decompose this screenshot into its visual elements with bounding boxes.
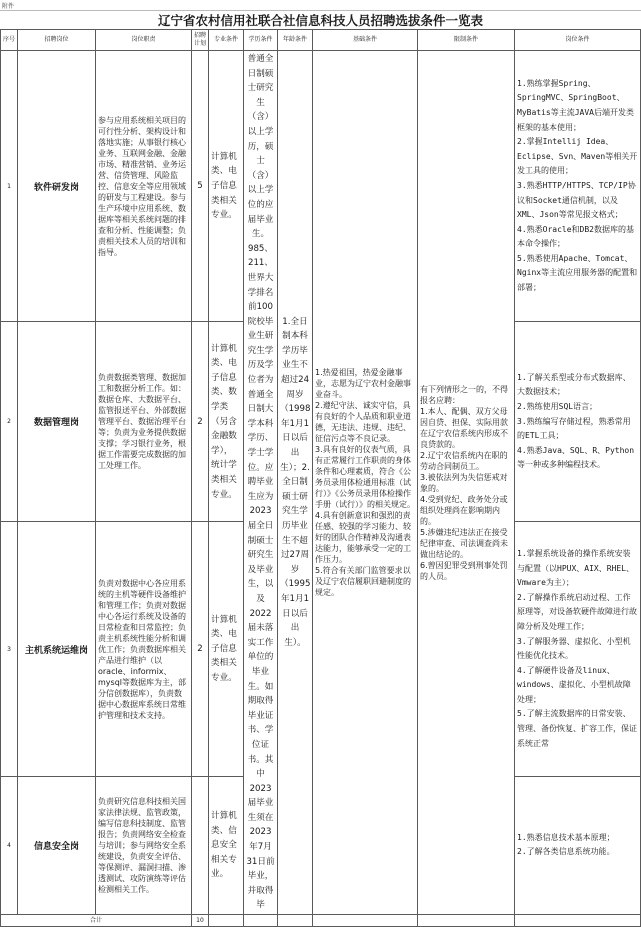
position-name: 软件研发岗	[18, 51, 96, 322]
position-quota: 2	[192, 322, 209, 522]
restriction-item: 5.涉嫌违纪违法正在接受纪律审查、司法调查尚未做出结论的。	[420, 527, 508, 559]
job-requirements	[515, 776, 641, 914]
position-name: 数据管理岗	[18, 322, 96, 522]
header-duties: 岗位职责	[96, 30, 192, 51]
header-education: 学历条件	[244, 30, 278, 51]
top-divider	[0, 10, 641, 11]
job-requirement-item: 1.熟练掌握Spring、SpringMVC、SpringBoot、MyBatis等主流JAVA后端开发类框架的基本使用；	[517, 78, 634, 132]
basic-item: 5.符合有关部门监管要求以及辽宁农信履职回避制度的规定。	[315, 566, 411, 598]
major-requirement: 计算机类、信息安全相关专业。	[209, 776, 244, 914]
restriction-item: 有下列情形之一的，不得报名应聘：	[420, 384, 508, 405]
basic-item: 1.热爱祖国，热爱金融事业，志愿为辽宁农村金融事业奋斗。	[315, 368, 411, 400]
total-row	[1, 915, 641, 927]
position-quota: 2	[192, 522, 209, 776]
header-major: 专业条件	[209, 30, 244, 51]
job-requirement-item: 1.熟悉信息技术基本原理；	[517, 832, 615, 842]
major-requirement: 计算机类、电子信息类相关专业。	[209, 522, 244, 776]
row-no: 3	[1, 522, 18, 776]
basic-requirements	[313, 51, 418, 915]
job-requirement-item: 2.了解操作系统启动过程、工作原理等，对设备软硬件故障进行故障分析及处理工作；	[517, 592, 637, 631]
header-job-requirements: 岗位条件	[515, 30, 641, 51]
header-row	[1, 30, 641, 51]
total-value: 10	[192, 915, 209, 927]
job-requirement-item: 3.熟悉HTTP/HTTPS、TCP/IP协议和Socket通信机制，以及XML、Json等常见报文格式；	[517, 180, 636, 220]
major-requirement: 计算机类、电子信息类、数学类（另含金融数学），统计学类相关专业。	[209, 322, 244, 522]
job-requirement-item: 1.掌握系统设备的操作系统安装与配置（以HPUX、AIX、RHEL、Vmware为主）；	[517, 548, 634, 588]
job-requirement-item: 2.了解各类信息系统功能。	[517, 847, 615, 857]
position-quota: 5	[192, 51, 209, 322]
restriction-conditions	[418, 51, 515, 915]
job-requirement-item: 2.熟练使用SQL语言；	[517, 402, 598, 412]
age-requirement: 1.全日制本科学历毕业生不超过24周岁（1998年1月1日以后出生）；2.全日制硕士研究生学历毕业生不超过27周岁（1995年1月1日以后出生）。	[278, 51, 313, 915]
job-requirement-item: 4.熟悉Java、SQL、R、Python等一种或多种编程技术。	[517, 445, 635, 470]
job-requirement-item: 3.了解服务器、虚拟化、小型机性能优化技术。	[517, 636, 631, 661]
position-duties: 参与应用系统相关项目的可行性分析、架构设计和落地实施；从事银行核心业务、互联网金融、金融市场、精准营销、业务运营、信贷管理、风险监控、信息安全等应用领域的研发与工程建设。参与生产环境中应用系统、数据库等相关系统问题的排查和分析、性能调整；负责相关技术人员的培训和指导。	[96, 51, 192, 322]
job-requirement-item: 2.掌握Intellij Idea、Eclipse、Svn、Maven等相关开发工具的使用；	[517, 137, 638, 176]
header-quota: 招聘计划	[192, 30, 209, 51]
header-no: 序号	[1, 30, 18, 51]
basic-item: 4.具有创新意识和强烈的责任感、较强的学习能力、较好的团队合作精神及沟通表达能力，能够承受一定的工作压力。	[315, 511, 411, 565]
job-requirement-item: 4.熟悉Oracle和DB2数据库的基本命令操作；	[517, 224, 634, 249]
basic-item: 2.遵纪守法、诚实守信，具有良好的个人品质和职业道德，无违法、违规、违纪、征信污点等不良记录。	[315, 401, 411, 444]
job-requirement-item: 4.了解硬件设备及linux、windows、虚拟化、小型机故障处理；	[517, 665, 631, 704]
restriction-item: 6.曾因犯罪受到刑事处罚的人员。	[420, 560, 508, 581]
row-no: 2	[1, 322, 18, 522]
major-requirement: 计算机类、电子信息类相关专业。	[209, 51, 244, 322]
row-no: 1	[1, 51, 18, 322]
total-label: 合计	[1, 915, 192, 927]
job-requirement-item: 5.熟悉使用Apache、Tomcat、Nginx等主流应用服务器的配置和部署；	[517, 253, 638, 293]
basic-item: 3.具有良好的仪表气质，具有正常履行工作职责的身体条件和心理素质，符合《公务员录用体检通用标准（试行）》《公务员录用体检操作手册（试行）》的相关规定。	[315, 445, 415, 510]
recruitment-table	[0, 29, 641, 927]
job-requirement-item: 3.熟练编写存储过程，熟悉常用的ETL工具；	[517, 416, 631, 441]
header-position: 招聘岗位	[18, 30, 96, 51]
restriction-item: 3.被依法列为失信惩戒对象的。	[420, 472, 508, 493]
page-title: 辽宁省农村信用社联合社信息科技人员招聘选拔条件一览表	[157, 13, 483, 28]
restriction-item: 2.辽宁农信系统内在职的劳动合同制员工。	[420, 450, 508, 471]
job-requirements	[515, 322, 641, 522]
position-quota	[192, 776, 209, 914]
position-duties: 负责对数据中心各应用系统的主机等硬件设备维护和管理工作；负责对数据中心各运行系统及设备的日常检查和日常监控；负责主机系统性能分析和调优工作；负责数据库相关产品进行维护（以oracle、informix、mysql等数据库为主，部分信创数据库），负责数据中心数据库系统日常维护管理和技术支持。	[96, 522, 192, 776]
position-name: 信息安全岗	[18, 776, 96, 914]
header-restrict: 限制条件	[418, 30, 515, 51]
row-no: 4	[1, 776, 18, 914]
job-requirement-item: 5.了解主流数据库的日常安装、管理、备份恢复、扩容工作，保证系统正常	[517, 709, 637, 748]
job-requirements	[515, 522, 641, 776]
position-duties: 负责数据类管理、数据加工和数据分析工作。如：数据仓库、大数据平台、监管报送平台、外部数据管理平台、数据治理平台等；负责为业务提供数据支撑；学习银行业务，根据工作需要完成数据的加工处理工作。	[96, 322, 192, 522]
job-requirements	[515, 51, 641, 322]
position-name: 主机系统运维岗	[18, 522, 96, 776]
education-requirement: 普通全日制硕士研究生（含）以上学历，硕士（含）以上学位的应届毕业生。985、211、世界大学排名前100院校毕业生研究生学历及学位者为普通全日制大学本科学历、学士学位。应聘毕业生应为2023届全日制硕士研究生及毕业生，以及2022届未落实工作单位的毕业生。如期取得毕业证书、学位证书。其中2023届毕业生须在2023年7月31日前毕业，并取得毕	[244, 51, 278, 915]
header-age: 年龄条件	[278, 30, 313, 51]
restriction-item: 1.本人、配偶、双方父母因自贷、担保、实际用款在辽宁农信系统内形成不良贷款的。	[420, 406, 508, 449]
header-basic: 基础条件	[313, 30, 418, 51]
restriction-item: 4.受到党纪、政务处分或组织处理尚在影响期内的。	[420, 494, 508, 526]
job-requirement-item: 1.了解关系型或分布式数据库、大数据技术；	[517, 372, 631, 397]
attachment-label: 附件	[2, 3, 15, 10]
table-row	[1, 51, 641, 322]
position-duties: 负责研究信息科技相关国家法律法规、监管政策，编写信息科技制度、监管报告；负责网络安全检查与培训；参与网络安全系统建设，负责安全评估、等保测评、漏洞扫描、渗透测试、攻防演练等评估检测相关工作。	[96, 776, 192, 914]
